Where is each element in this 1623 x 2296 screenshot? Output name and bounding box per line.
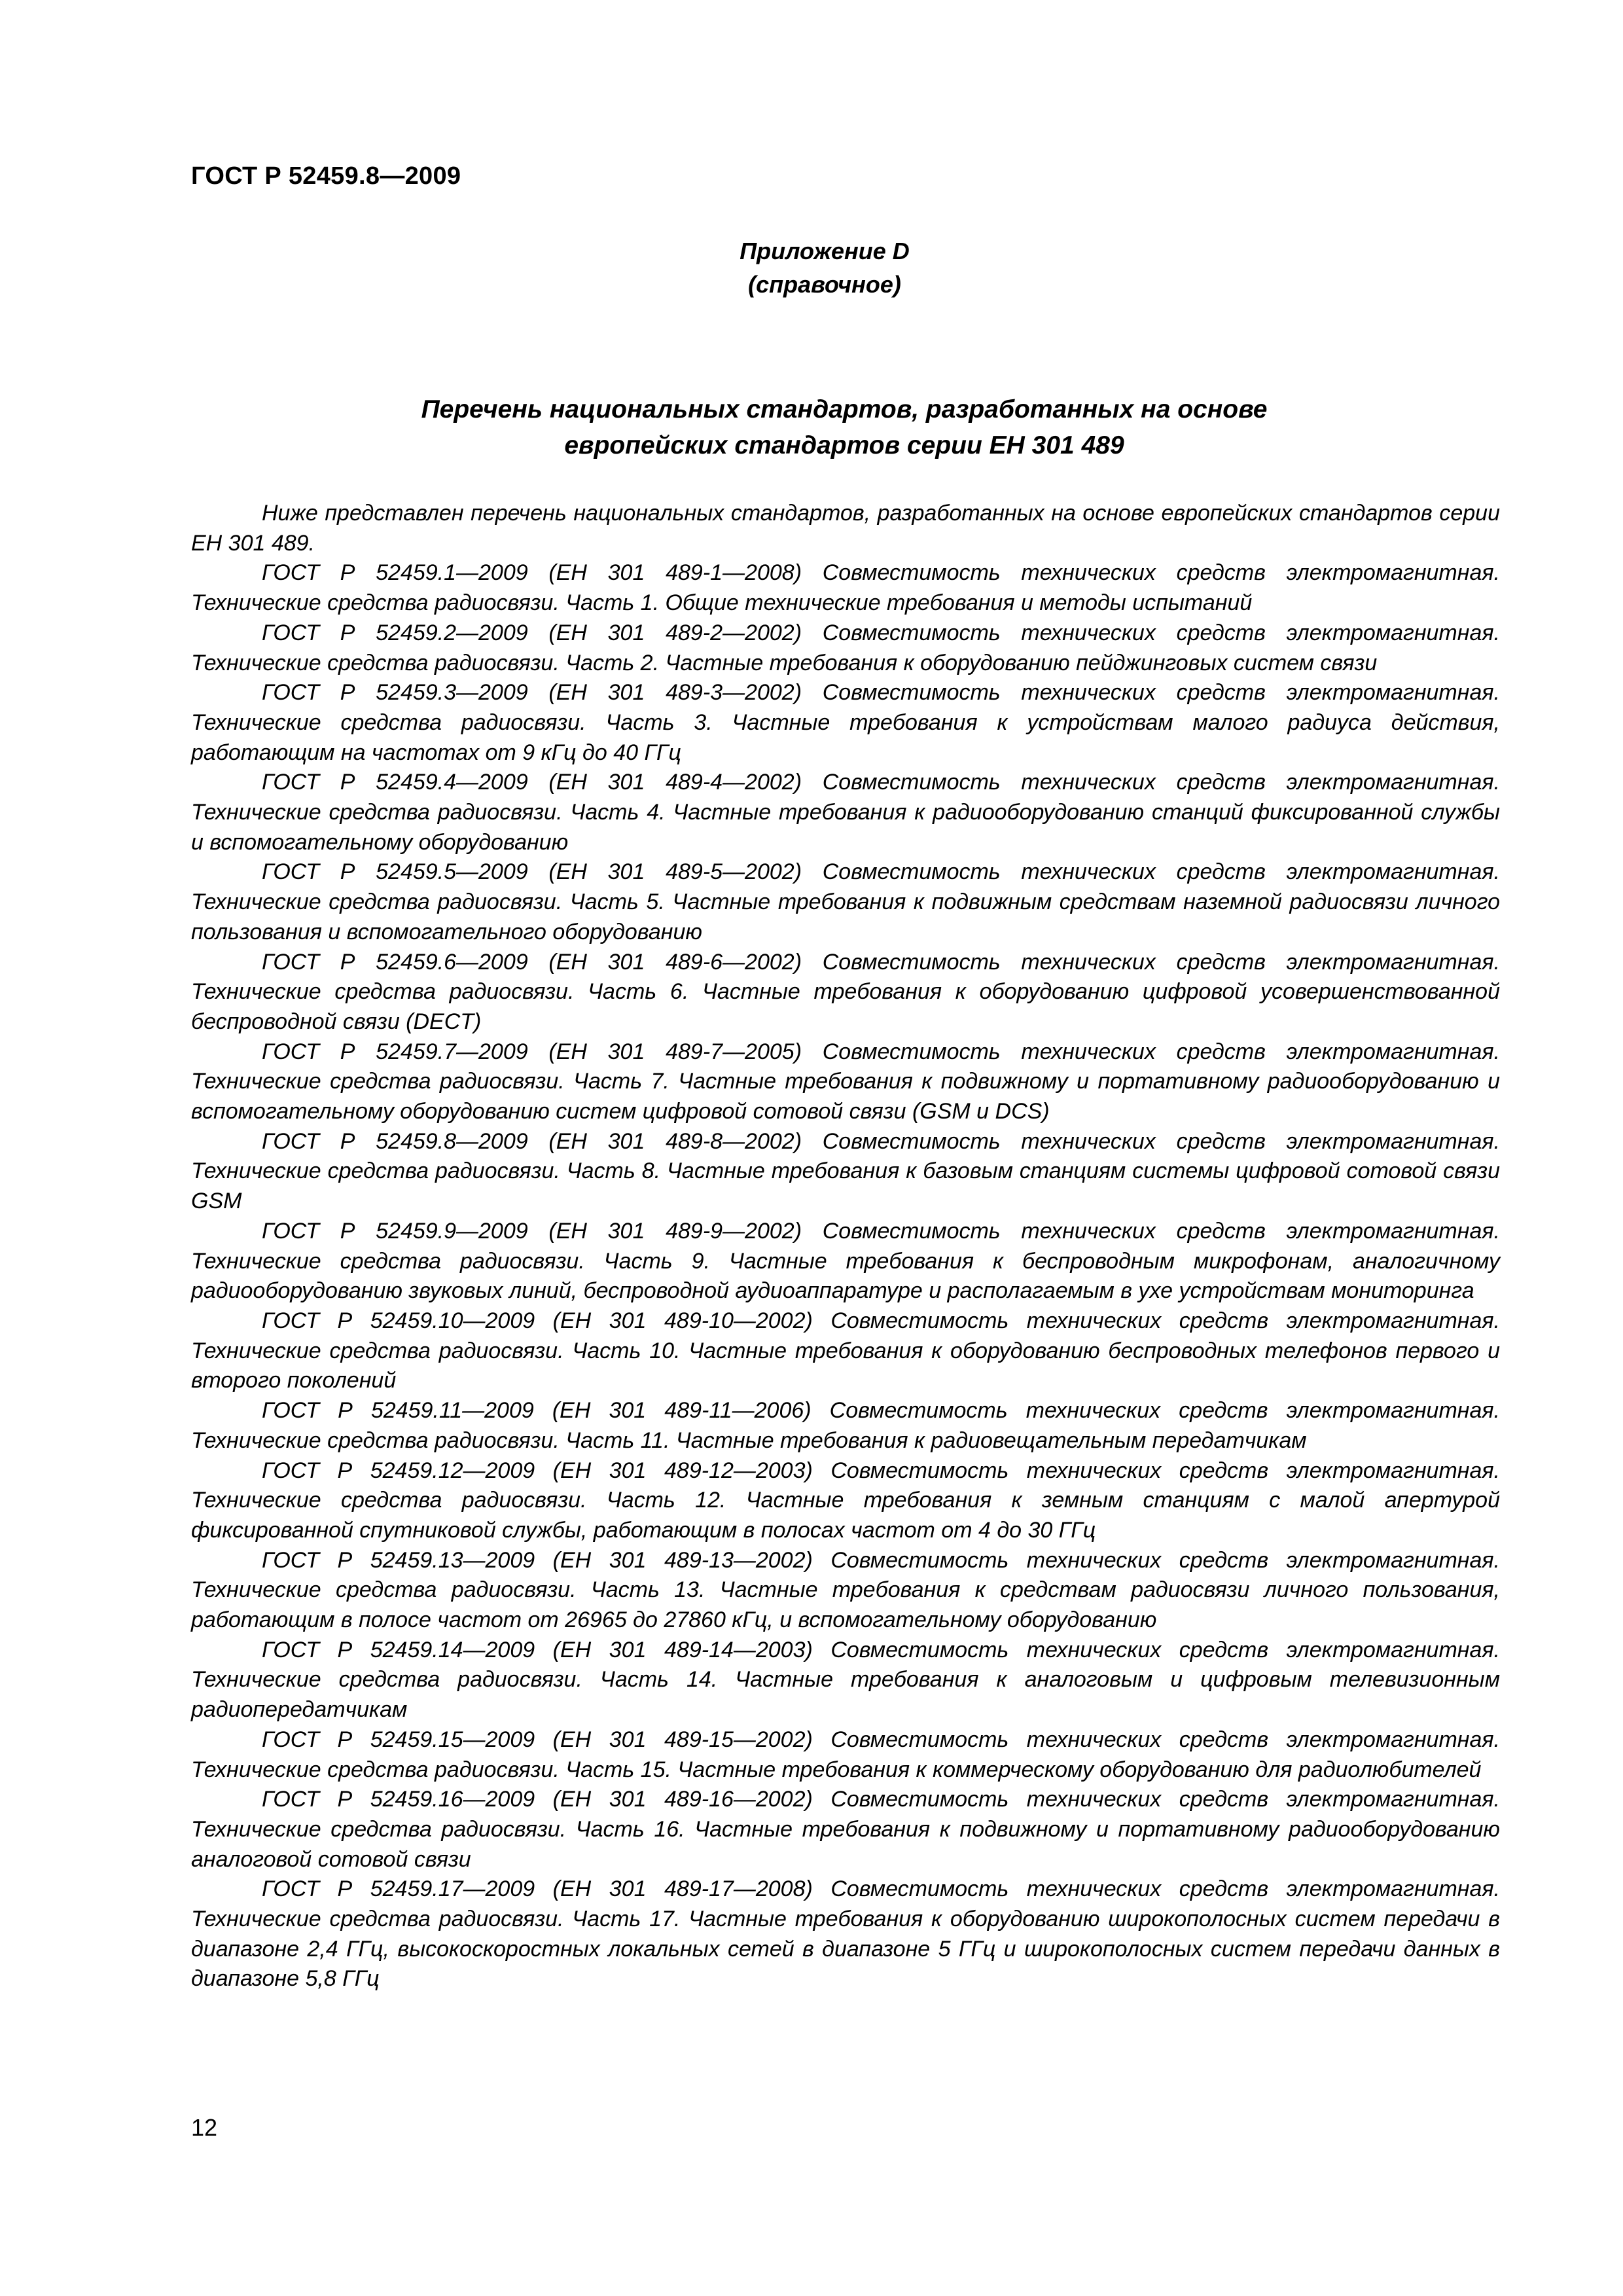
section-title	[275, 391, 1414, 463]
list-item: ГОСТ Р 52459.16—2009 (ЕН 301 489-16—2002) Совместимость технических средств электромагнитная. Технические средства радиосвязи. Часть 16. Частные требования к подвижному и портативному радиооборудованию аналоговой сотовой связи	[191, 1787, 1500, 1872]
standards-list	[191, 499, 1500, 1994]
list-item: ГОСТ Р 52459.9—2009 (ЕН 301 489-9—2002) Совместимость технических средств электромагнитная. Технические средства радиосвязи. Часть 9. Частные требования к беспроводным микрофонам, аналогичному радиооборудованию звуковых линий, беспроводной аудиоаппаратуре и располагаемым в ухе устройствам мониторинга	[191, 1218, 1500, 1304]
list-item: ГОСТ Р 52459.7—2009 (ЕН 301 489-7—2005) Совместимость технических средств электромагнитная. Технические средства радиосвязи. Часть 7. Частные требования к подвижному и портативному радиооборудованию и вспомогательному оборудованию систем цифровой сотовой связи (GSM и DCS)	[191, 1039, 1500, 1124]
list-item: ГОСТ Р 52459.5—2009 (ЕН 301 489-5—2002) Совместимость технических средств электромагнитная. Технические средства радиосвязи. Часть 5. Частные требования к подвижным средствам наземной радиосвязи личного пользования и вспомогательного оборудованию	[191, 859, 1500, 944]
section-title-line-1: Перечень национальных стандартов, разработанных на основе	[421, 395, 1268, 423]
appendix-label: Приложение D	[740, 238, 910, 264]
list-item: ГОСТ Р 52459.13—2009 (ЕН 301 489-13—2002) Совместимость технических средств электромагнитная. Технические средства радиосвязи. Часть 13. Частные требования к средствам радиосвязи личного пользования, работающим в полосе частот от 26965 до 27860 кГц, и вспомогательному оборудованию	[191, 1547, 1500, 1633]
appendix-type: (справочное)	[748, 271, 901, 298]
list-item: ГОСТ Р 52459.3—2009 (ЕН 301 489-3—2002) Совместимость технических средств электромагнитная. Технические средства радиосвязи. Часть 3. Частные требования к устройствам малого радиуса действия, работающим на частотах от 9 кГц до 40 ГГц	[191, 680, 1500, 765]
list-item: ГОСТ Р 52459.12—2009 (ЕН 301 489-12—2003) Совместимость технических средств электромагнитная. Технические средства радиосвязи. Часть 12. Частные требования к земным станциям с малой апертурой фиксированной спутниковой службы, работающим в полосах частот от 4 до 30 ГГц	[191, 1458, 1500, 1543]
list-item: ГОСТ Р 52459.10—2009 (ЕН 301 489-10—2002) Совместимость технических средств электромагнитная. Технические средства радиосвязи. Часть 10. Частные требования к оборудованию беспроводных телефонов первого и второго поколений	[191, 1308, 1500, 1393]
list-item: ГОСТ Р 52459.15—2009 (ЕН 301 489-15—2002) Совместимость технических средств электромагнитная. Технические средства радиосвязи. Часть 15. Частные требования к коммерческому оборудованию для радиолюбителей	[191, 1727, 1500, 1782]
list-item: ГОСТ Р 52459.14—2009 (ЕН 301 489-14—2003) Совместимость технических средств электромагнитная. Технические средства радиосвязи. Часть 14. Частные требования к аналоговым и цифровым телевизионным радиопередатчикам	[191, 1637, 1500, 1723]
section-title-line-2: европейских стандартов серии ЕН 301 489	[564, 431, 1124, 459]
intro-paragraph: Ниже представлен перечень национальных стандартов, разработанных на основе европейских стандартов серии ЕН 301 489.	[191, 501, 1500, 556]
page-number: 12	[191, 2114, 218, 2141]
list-item: ГОСТ Р 52459.8—2009 (ЕН 301 489-8—2002) Совместимость технических средств электромагнитная. Технические средства радиосвязи. Часть 8. Частные требования к базовым станциям системы цифровой сотовой связи GSM	[191, 1128, 1500, 1214]
list-item: ГОСТ Р 52459.4—2009 (ЕН 301 489-4—2002) Совместимость технических средств электромагнитная. Технические средства радиосвязи. Часть 4. Частные требования к радиооборудованию станций фиксированной службы и вспомогательному оборудованию	[191, 770, 1500, 855]
appendix-heading	[654, 234, 995, 301]
list-item: ГОСТ Р 52459.2—2009 (ЕН 301 489-2—2002) Совместимость технических средств электромагнитная. Технические средства радиосвязи. Часть 2. Частные требования к оборудованию пейджинговых систем связи	[191, 620, 1500, 675]
document-code-header: ГОСТ Р 52459.8—2009	[191, 162, 461, 190]
list-item: ГОСТ Р 52459.11—2009 (ЕН 301 489-11—2006) Совместимость технических средств электромагнитная. Технические средства радиосвязи. Часть 11. Частные требования к радиовещательным передатчикам	[191, 1398, 1500, 1453]
list-item: ГОСТ Р 52459.17—2009 (ЕН 301 489-17—2008) Совместимость технических средств электромагнитная. Технические средства радиосвязи. Часть 17. Частные требования к оборудованию широкополосных систем передачи в диапазоне 2,4 ГГц, высокоскоростных локальных сетей в диапазоне 5 ГГц и широкополосных систем передачи данных в диапазоне 5,8 ГГц	[191, 1876, 1500, 1992]
list-item: ГОСТ Р 52459.6—2009 (ЕН 301 489-6—2002) Совместимость технических средств электромагнитная. Технические средства радиосвязи. Часть 6. Частные требования к оборудованию цифровой усовершенствованной беспроводной связи (DECT)	[191, 949, 1500, 1034]
list-item: ГОСТ Р 52459.1—2009 (ЕН 301 489-1—2008) Совместимость технических средств электромагнитная. Технические средства радиосвязи. Часть 1. Общие технические требования и методы испытаний	[191, 560, 1500, 616]
